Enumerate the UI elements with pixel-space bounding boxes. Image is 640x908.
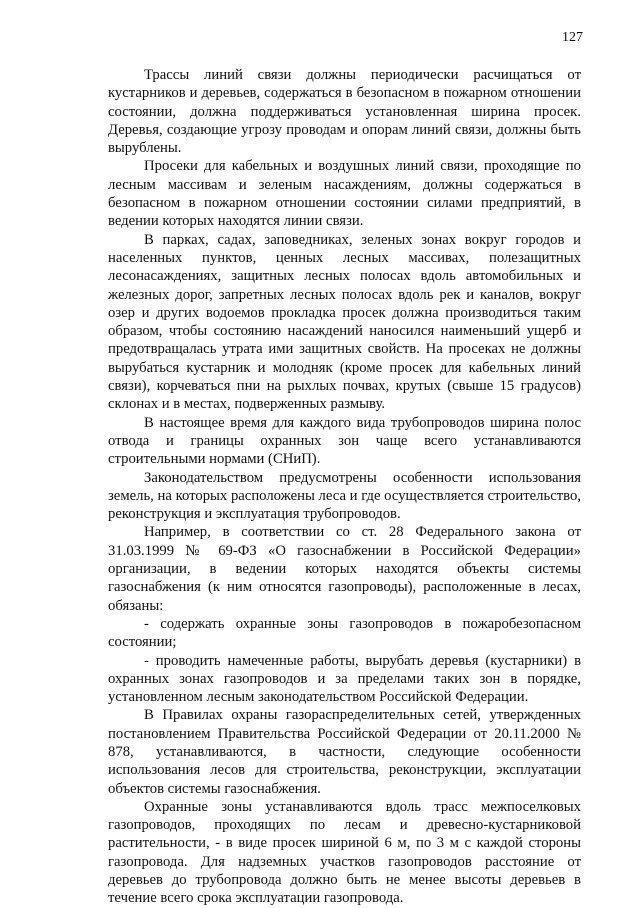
paragraph-cable-line-clearings: Просеки для кабельных и воздушных линий связи, проходящие по лесным массивам и зеленым насаждениям, должны содержаться в безопасном в пожарном отношении состоянии силами предприятий, в ведении которых находятся линии связи. <box>108 158 581 230</box>
page-number: 127 <box>562 30 583 45</box>
paragraph-communication-lines-clearing: Трассы линий связи должны периодически расчищаться от кустарников и деревьев, содержаться в безопасном в пожарном отношении состоянии, должна поддерживаться установленная ширина просек. Деревья, создающие угрозу проводам и опорам линий связи, должны быть вырублены. <box>108 67 581 157</box>
list-item-fire-safety: - содержать охранные зоны газопроводов в пожаробезопасном состоянии; <box>108 615 581 651</box>
paragraph-parks-and-protected-forests: В парках, садах, заповедниках, зеленых зонах вокруг городов и населенных пунктов, ценных лесных массивах, полезащитных лесонасаждениях, защитных лесных полосах вдоль автомобильных и железных дорог, запретных лесных полосах вдоль рек и каналов, вокруг озер и других водоемов прокладка просек должна производиться таким образом, чтобы состоянию насаждений наносился наименьший ущерб и предотвращалась утрата ими защитных свойств. На просеках не должны вырубаться кустарник и молодняк (кроме просек для кабельных линий связи), корчеваться пни на рыхлых почвах, крутых (свыше 15 градусов) склонах и в местах, подверженных размыву. <box>108 231 581 413</box>
paragraph-federal-law-gas-supply: Например, в соответствии со ст. 28 Федерального закона от 31.03.1999 № 69-ФЗ «О газоснабжении в Российской Федерации» организации, в ведении которых находятся объекты системы газоснабжения (к ним относятся газопроводы), расположенные в лесах, обязаны: <box>108 524 581 614</box>
paragraph-protection-zones: Охранные зоны устанавливаются вдоль трасс межпоселковых газопроводов, проходящих по лесам и древесно-кустарниковой растительности, - в виде просек шириной 6 м, по 3 м с каждой стороны газопровода. Для надземных участков газопроводов расстояние от деревьев до трубопровода должно быть не менее высоты деревьев в течение всего срока эксплуатации газопровода. <box>108 798 581 907</box>
paragraph-legislation-features: Законодательством предусмотрены особенности использования земель, на которых расположены леса и где осуществляется строительство, реконструкция и эксплуатация трубопроводов. <box>108 469 581 523</box>
paragraph-pipeline-zone-widths: В настоящее время для каждого вида трубопроводов ширина полос отвода и границы охранных зон чаще всего устанавливаются строительными нормами (СНиП). <box>108 414 581 468</box>
paragraph-gas-network-rules: В Правилах охраны газораспределительных сетей, утвержденных постановлением Правительства Российской Федерации от 20.11.2000 № 878, устанавливаются, в частности, следующие особенности использования лесов для строительства, реконструкции, эксплуатации объектов системы газоснабжения. <box>108 707 581 797</box>
list-item-tree-cutting: - проводить намеченные работы, вырубать деревья (кустарники) в охранных зонах газопроводов и за пределами таких зон в порядке, установленном лесным законодательством Российской Федерации. <box>108 652 581 706</box>
document-body <box>108 66 581 908</box>
